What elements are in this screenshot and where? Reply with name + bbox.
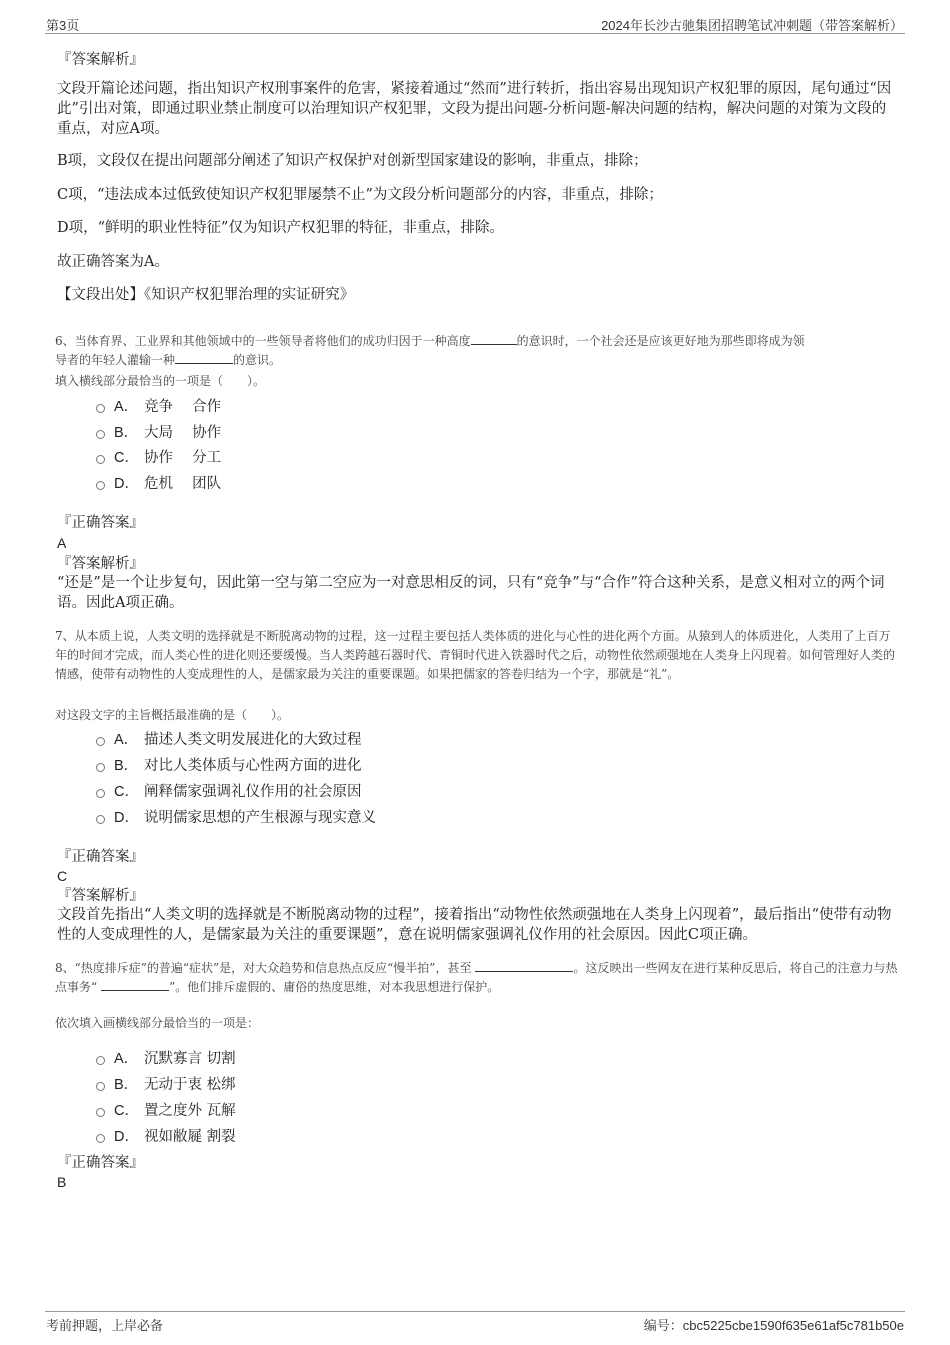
q6-option-b[interactable]: B． 大局 协作 [96, 420, 221, 442]
radio-icon[interactable] [96, 1134, 105, 1143]
radio-icon[interactable] [96, 1056, 105, 1065]
q5-source: 【文段出处】《知识产权犯罪治理的实证研究》 [57, 287, 355, 303]
q5-analysis-p1: 文段开篇论述问题，指出知识产权刑事案件的危害，紧接着通过“然而”进行转折，指出容易出现知识产权犯罪的原因，尾句通过“因此”引出对策，即通过职业禁止制度可以治理知识产权犯罪，文段为提出问题-分析问题-解决问题的结构，解决问题的对策为文段的重点，对应A项。 [57, 81, 892, 137]
footer-code [644, 1315, 904, 1334]
q6-blank-1 [471, 332, 517, 345]
q7-option-d[interactable]: D． 说明儒家思想的产生根源与现实意义 [96, 805, 376, 827]
header-divider [45, 33, 905, 34]
radio-icon[interactable] [96, 1082, 105, 1091]
q6-text-a: 6、当体育界、工业界和其他领域中的一些领导者将他们的成功归因于一种高度 [55, 334, 471, 348]
q6-option-c[interactable]: C． 协作 分工 [96, 445, 221, 467]
radio-icon[interactable] [96, 404, 105, 413]
radio-icon[interactable] [96, 455, 105, 464]
q5-analysis-p4: D项，“鲜明的职业性特征”仅为知识产权犯罪的特征，非重点，排除。 [57, 220, 504, 236]
q5-analysis-label: 『答案解析』 [57, 52, 144, 68]
footer-divider [45, 1311, 905, 1312]
q8-answer: B [57, 1174, 67, 1190]
q8-blank-2 [101, 978, 169, 991]
footer-code-label: 编号： [643, 1318, 683, 1333]
footer-code-value: cbc5225cbe1590f635e61af5c781b50e [682, 1318, 904, 1333]
q8-option-d[interactable]: D． 视如敝屣 割裂 [96, 1124, 236, 1146]
q6-answer: A [57, 535, 67, 551]
q6-prompt: 填入横线部分最恰当的一项是（ ）。 [55, 374, 266, 388]
q6-text-d: 的意识。 [233, 353, 282, 367]
q8-option-b[interactable]: B． 无动于衷 松绑 [96, 1072, 236, 1094]
q8-answer-label: 『正确答案』 [57, 1155, 144, 1171]
radio-icon[interactable] [96, 737, 105, 746]
radio-icon[interactable] [96, 481, 105, 490]
radio-icon[interactable] [96, 430, 105, 439]
q8-option-a[interactable]: A． 沉默寡言 切割 [96, 1046, 236, 1068]
page-number: 第3页 [46, 18, 80, 33]
q8-blank-1 [475, 959, 573, 972]
q6-option-a[interactable]: A． 竞争 合作 [96, 394, 221, 416]
q7-option-c[interactable]: C． 阐释儒家强调礼仪作用的社会原因 [96, 779, 362, 801]
q7-option-a[interactable]: A． 描述人类文明发展进化的大致过程 [96, 727, 362, 749]
q8-text-c: ”。他们排斥虚假的、庸俗的热度思维，对本我思想进行保护。 [169, 980, 500, 994]
q8-prompt: 依次填入画横线部分最恰当的一项是： [55, 1016, 260, 1030]
q7-prompt: 对这段文字的主旨概括最准确的是（ ）。 [55, 708, 290, 722]
q6-text-c: 导者的年轻人灌输一种 [55, 353, 176, 367]
q7-analysis: 文段首先指出“人类文明的选择就是不断脱离动物的过程”，接着指出“动物性依然顽强地在人类身上闪现着”，最后指出“使带有动物性的人变成理性的人，是儒家最为关注的重要课题”，意在说明儒家强调礼仪作用的社会原因。因此C项正确。 [57, 907, 892, 943]
document-title: 2024年长沙古驰集团招聘笔试冲刺题（带答案解析） [601, 18, 903, 33]
q7-question: 7、从本质上说，人类文明的选择就是不断脱离动物的过程，这一过程主要包括人类体质的进化与心性的进化两个方面。从猿到人的体质进化，人类用了上百万年的时间才完成，而人类心性的进化则还要缓慢。当人类跨越石器时代、青铜时代进入铁器时代之后，动物性依然顽强地在人类身上闪现着。如何管理好人类的情感，使带有动物性的人变成理性的人，是儒家最为关注的重要课题。如果把儒家的答卷归结为一个字，那就是“礼”。 [55, 629, 896, 681]
q6-blank-2 [175, 351, 233, 364]
q5-analysis-p2: B项，文段仅在提出问题部分阐述了知识产权保护对创新型国家建设的影响，非重点，排除； [57, 153, 648, 169]
footer-slogan: 考前押题，上岸必备 [46, 1318, 164, 1333]
radio-icon[interactable] [96, 1108, 105, 1117]
q6-question [55, 332, 900, 370]
q6-answer-label: 『正确答案』 [57, 515, 144, 531]
q7-answer-label: 『正确答案』 [57, 849, 144, 865]
q6-text-b: 的意识时，一个社会还是应该更好地为那些即将成为领 [516, 334, 805, 348]
q6-analysis-label: 『答案解析』 [57, 556, 144, 572]
q6-option-d[interactable]: D． 危机 团队 [96, 471, 221, 493]
q5-analysis-p3: C项，“违法成本过低致使知识产权犯罪屡禁不止”为文段分析问题部分的内容，非重点，排除； [57, 187, 663, 203]
q7-option-b[interactable]: B． 对比人类体质与心性两方面的进化 [96, 753, 362, 775]
q6-analysis: “还是”是一个让步复句，因此第一空与第二空应为一对意思相反的词，只有“竞争”与“合作”符合这种关系，是意义相对立的两个词语。因此A项正确。 [57, 575, 885, 611]
q8-option-c[interactable]: C． 置之度外 瓦解 [96, 1098, 236, 1120]
radio-icon[interactable] [96, 815, 105, 824]
q8-text-a: 8、“热度排斥症”的普遍“症状”是，对大众趋势和信息热点反应“慢半拍”，甚至 [55, 961, 472, 975]
radio-icon[interactable] [96, 789, 105, 798]
q7-answer: C [57, 868, 68, 884]
q8-text-b: 。这反映出一些网友在进行某种反思后，将自己的注意力与热点事务“ [55, 961, 898, 994]
q7-analysis-label: 『答案解析』 [57, 888, 144, 904]
q5-conclusion: 故正确答案为A。 [57, 254, 169, 270]
radio-icon[interactable] [96, 763, 105, 772]
q8-question [55, 959, 900, 997]
